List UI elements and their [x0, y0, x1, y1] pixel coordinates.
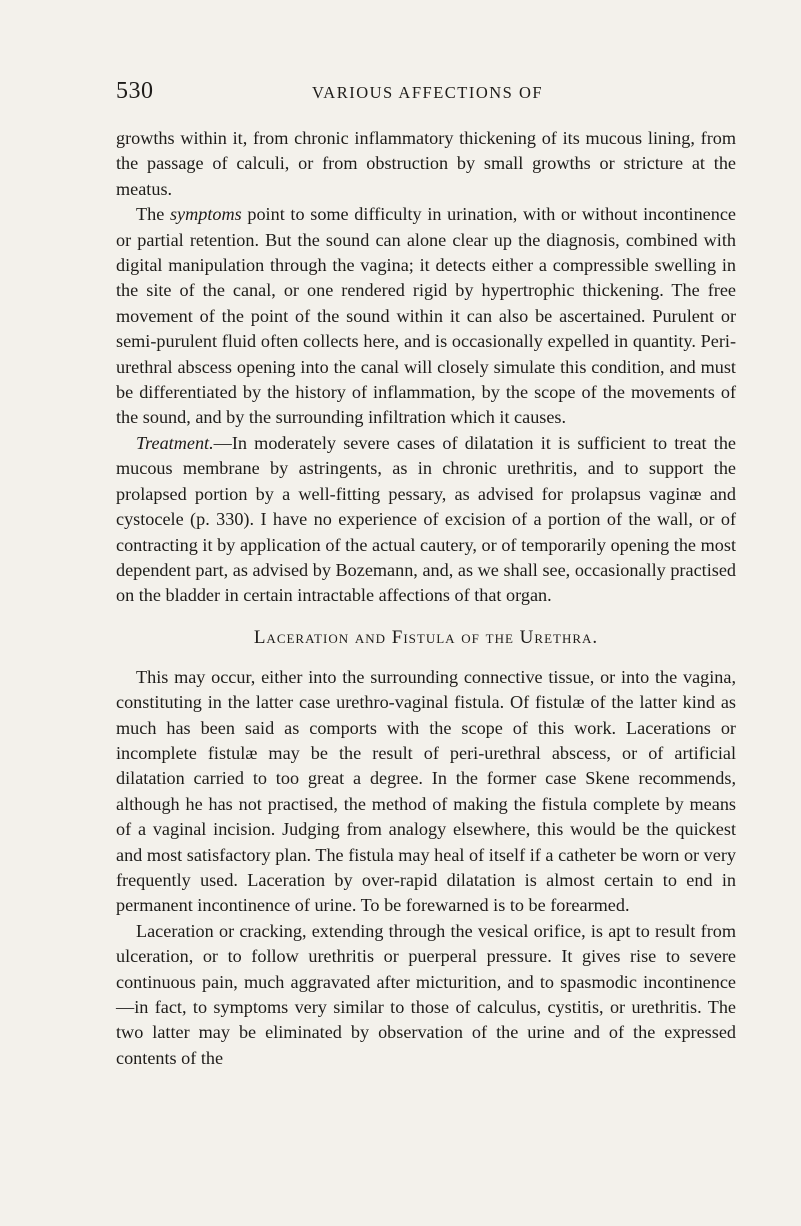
symptoms-term: symptoms: [169, 204, 242, 225]
running-head: [116, 78, 736, 108]
paragraph-lead: The: [136, 204, 170, 225]
paragraph-symptoms: [116, 202, 736, 431]
paragraph-treatment: [116, 431, 736, 609]
paragraph-continuation: growths within it, from chronic inflammatory thickening of its mucous lining, from the passage of calculi, or from obstruction by small growths or stricture at the meatus.: [116, 128, 736, 199]
paragraph-text: point to some difficulty in urination, with or without incontinence or partial retention. But the sound can alone clear up the diagnosis, combined with digital manipulation through the vagina; it detects either a compressible swelling in the site of the canal, or one rendered rigid by hypertrophic thickening. The free movement of the point of the sound within it can also be ascertained. Purulent or semi-purulent fluid often collects here, and is occasionally expelled in quantity. Peri-urethral abscess opening into the canal will closely simulate this condition, and must be differentiated by the history of inflammation, by the scope of the movements of the sound, and by the surrounding infiltration which it causes.: [116, 204, 736, 428]
paragraph-text: —In moderately severe cases of dilatation it is sufficient to treat the mucous membrane by astringents, as in chronic urethritis, and to support the prolapsed portion by a well-fitting pessary, as advised for prolapsus vaginæ and cystocele (p. 330). I have no experience of excision of a portion of the wall, or of contracting it by application of the actual cautery, or of temporarily opening the most dependent part, as advised by Bozemann, and, as we shall see, occasionally practised on the bladder in certain intractable affections of that organ.: [116, 432, 736, 606]
page-number: 530: [116, 78, 154, 104]
paragraph-cracking: Laceration or cracking, extending through the vesical orifice, is apt to result from ulceration, or to follow urethritis or puerperal pressure. It gives rise to severe continuous pain, much aggravated after micturition, and to spasmodic incontinence—in fact, to symptoms very similar to those of calculus, cystitis, or urethritis. The two latter may be eliminated by observation of the urine and of the expressed contents of the: [116, 920, 736, 1068]
running-title: VARIOUS AFFECTIONS OF: [312, 83, 544, 102]
paragraph-laceration: This may occur, either into the surrounding connective tissue, or into the vagina, constituting in the latter case urethro-vaginal fistula. Of fistulæ of the latter kind as much has been said as comports with the scope of this work. Lacerations or incomplete fistulæ may be the result of peri-urethral abscess, or of artificial dilatation carried to too great a degree. In the former case Skene recommends, although he has not practised, the method of making the fistula complete by means of a vaginal incision. Judging from analogy elsewhere, this would be the quickest and most satisfactory plan. The fistula may heal of itself if a catheter be worn or very frequently used. Laceration by over-rapid dilatation is almost certain to end in permanent incontinence of urine. To be forewarned is to be forearmed.: [116, 666, 736, 916]
treatment-term: Treatment.: [136, 432, 214, 453]
book-page: [116, 78, 736, 1071]
section-heading: Laceration and Fistula of the Urethra.: [253, 626, 599, 648]
